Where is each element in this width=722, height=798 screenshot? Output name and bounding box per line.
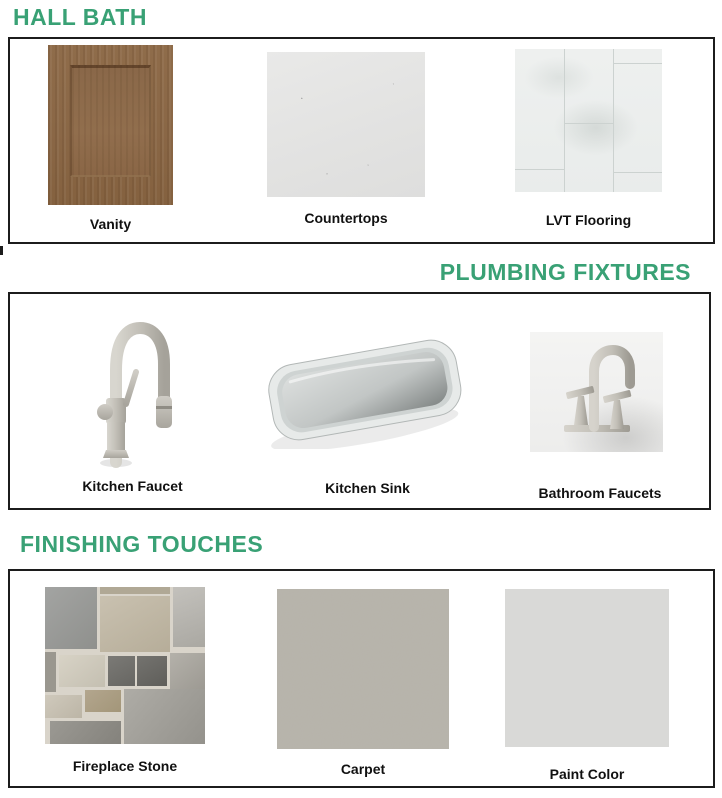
- section-title-plumbing-fixtures: PLUMBING FIXTURES: [439, 259, 691, 285]
- stone-block: [108, 656, 135, 686]
- plank-seam: [613, 49, 614, 192]
- stone-block: [45, 695, 82, 718]
- section-title-hall-bath: HALL BATH: [13, 4, 147, 30]
- stone-block: [85, 690, 121, 712]
- lvt-flooring-swatch-image: [515, 49, 662, 192]
- stone-block: [100, 596, 170, 652]
- kitchen-sink-image: [258, 334, 473, 449]
- stone-block: [45, 587, 97, 649]
- kitchen-sink-label: Kitchen Sink: [325, 480, 410, 496]
- vanity-wood-swatch-image: [48, 45, 173, 205]
- plank-seam: [613, 172, 662, 173]
- plank-seam: [564, 123, 613, 124]
- section-title-finishing-touches: FINISHING TOUCHES: [20, 531, 264, 557]
- vanity-door-panel: [70, 65, 151, 177]
- plumbing-fixtures-selection-box: [8, 292, 711, 510]
- plank-seam: [613, 63, 662, 64]
- paint-color-swatch-image: [505, 589, 669, 747]
- hall-bath-selection-box: [8, 37, 715, 244]
- plank-seam: [515, 169, 564, 170]
- carpet-swatch-image: [277, 589, 449, 749]
- countertop-swatch-image: [267, 52, 425, 197]
- finishing-touches-selection-box: [8, 569, 715, 788]
- bathroom-faucets-label: Bathroom Faucets: [538, 485, 662, 501]
- countertops-label: Countertops: [304, 210, 388, 226]
- stone-block: [45, 652, 56, 692]
- vanity-label: Vanity: [89, 216, 132, 232]
- plank-seam: [564, 49, 565, 192]
- stone-block: [124, 689, 205, 744]
- lvt-flooring-label: LVT Flooring: [545, 212, 632, 228]
- stone-block: [173, 587, 205, 647]
- fireplace-stone-label: Fireplace Stone: [72, 758, 178, 774]
- paint-color-label: Paint Color: [549, 766, 625, 782]
- scan-artifact-mark: [0, 246, 3, 255]
- stone-block: [137, 656, 167, 686]
- fireplace-stone-swatch-image: [45, 587, 205, 744]
- stone-block: [100, 587, 170, 594]
- stone-block: [50, 721, 121, 744]
- carpet-label: Carpet: [340, 761, 386, 777]
- kitchen-faucet-label: Kitchen Faucet: [82, 478, 183, 494]
- stone-block: [59, 655, 105, 687]
- bathroom-faucet-image: [530, 332, 663, 452]
- kitchen-faucet-image: [78, 312, 188, 470]
- stone-block: [170, 653, 205, 691]
